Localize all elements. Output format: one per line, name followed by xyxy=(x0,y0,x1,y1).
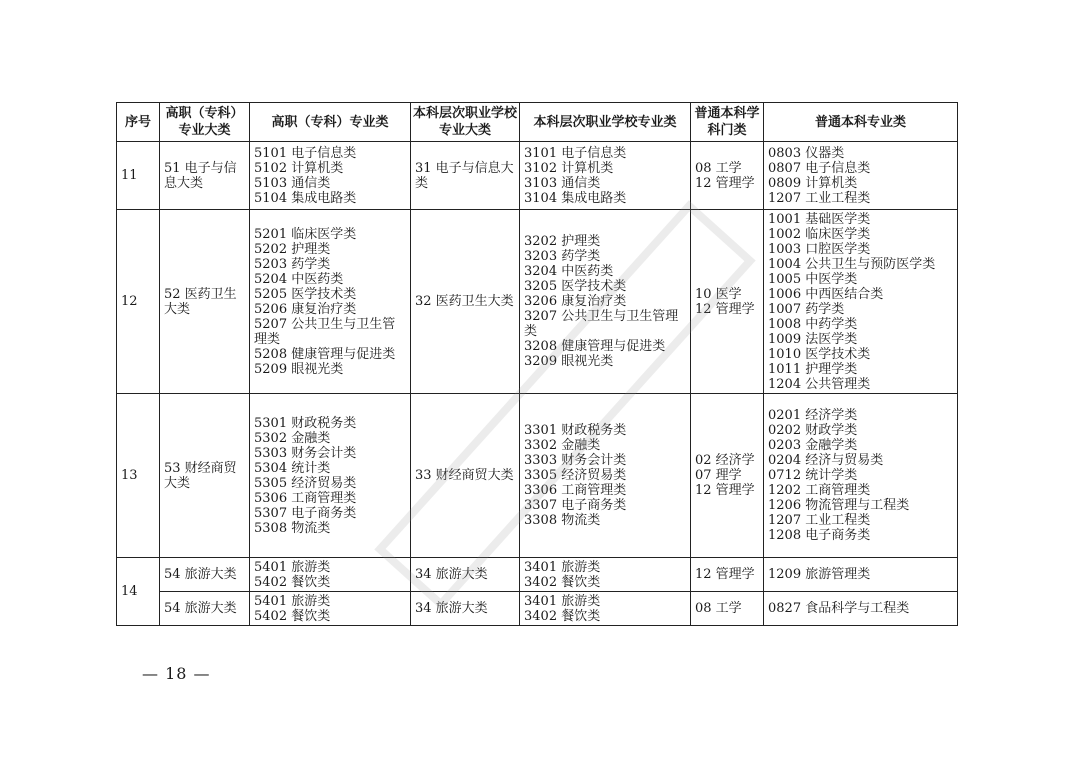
cell-line: 5103 通信类 xyxy=(254,175,331,191)
cell-line: 5308 物流类 xyxy=(254,520,331,536)
table-row xyxy=(117,210,958,394)
cell-line: 02 经济学 xyxy=(695,453,755,468)
cell-pt-classes xyxy=(764,210,958,394)
cell-gz-classes xyxy=(250,394,411,558)
cell-line: 1011 护理学类 xyxy=(768,361,858,377)
cell-line: 3401 旅游类 xyxy=(524,559,601,575)
cell-line: 1209 旅游管理类 xyxy=(768,567,871,582)
cell-gz-classes xyxy=(250,210,411,394)
cell-bk-major: 32 医药卫生大类 xyxy=(411,210,520,394)
cell-line: 3301 财政税务类 xyxy=(524,423,627,438)
major-catalog-table xyxy=(116,102,958,626)
cell-pt-discipline xyxy=(691,142,764,210)
cell-line: 07 理学 xyxy=(695,468,742,483)
cell-gz-major: 54 旅游大类 xyxy=(160,592,250,626)
cell-pt-discipline xyxy=(691,592,764,626)
cell-line: 5205 医学技术类 xyxy=(254,286,357,302)
cell-line: 3401 旅游类 xyxy=(524,593,601,609)
cell-line: 5301 财政税务类 xyxy=(254,415,357,431)
cell-pt-classes xyxy=(764,142,958,210)
cell-line: 1006 中西医结合类 xyxy=(768,286,884,302)
cell-line: 1005 中医学类 xyxy=(768,271,858,287)
cell-line: 3302 金融类 xyxy=(524,438,601,453)
cell-pt-classes xyxy=(764,394,958,558)
cell-line: 3306 工商管理类 xyxy=(524,483,627,498)
cell-line: 3202 护理类 xyxy=(524,234,601,249)
cell-pt-discipline xyxy=(691,210,764,394)
cell-pt-classes xyxy=(764,592,958,626)
cell-line: 5401 旅游类 xyxy=(254,593,331,609)
cell-line: 5307 电子商务类 xyxy=(254,505,357,521)
cell-gz-major: 51 电子与信息大类 xyxy=(160,142,250,210)
cell-line: 1206 物流管理与工程类 xyxy=(768,498,910,513)
cell-line: 0809 计算机类 xyxy=(768,175,858,191)
cell-bk-major: 33 财经商贸大类 xyxy=(411,394,520,558)
cell-line: 5302 金融类 xyxy=(254,430,331,446)
cell-pt-discipline xyxy=(691,558,764,592)
cell-line: 0201 经济学类 xyxy=(768,408,858,423)
cell-line: 3206 康复治疗类 xyxy=(524,294,627,309)
header-pt-class: 普通本科专业类 xyxy=(764,103,958,142)
cell-line: 5402 餐饮类 xyxy=(254,608,331,624)
cell-line: 3103 通信类 xyxy=(524,175,601,191)
cell-bk-classes xyxy=(520,558,691,592)
cell-line: 1207 工业工程类 xyxy=(768,513,871,528)
cell-line: 12 管理学 xyxy=(695,567,755,582)
cell-pt-discipline xyxy=(691,394,764,558)
cell-bk-major: 34 旅游大类 xyxy=(411,558,520,592)
header-gz-class: 高职（专科）专业类 xyxy=(250,103,411,142)
cell-line: 5204 中医药类 xyxy=(254,271,344,287)
cell-line: 5306 工商管理类 xyxy=(254,490,357,506)
cell-line: 1207 工业工程类 xyxy=(768,190,871,206)
cell-line: 5202 护理类 xyxy=(254,241,331,257)
table-row xyxy=(117,142,958,210)
cell-line: 3305 经济贸易类 xyxy=(524,468,627,483)
header-pt-discipline: 普通本科学科门类 xyxy=(691,103,764,142)
cell-gz-classes xyxy=(250,558,411,592)
cell-line: 0803 仪器类 xyxy=(768,145,845,161)
cell-line: 1208 电子商务类 xyxy=(768,528,871,543)
cell-line: 3104 集成电路类 xyxy=(524,190,627,206)
cell-seq: 11 xyxy=(117,142,160,210)
page-number: — 18 — xyxy=(142,664,211,683)
cell-gz-classes xyxy=(250,142,411,210)
cell-line: 1007 药学类 xyxy=(768,301,845,317)
cell-line: 3209 眼视光类 xyxy=(524,354,614,369)
cell-gz-major: 52 医药卫生大类 xyxy=(160,210,250,394)
cell-line: 5102 计算机类 xyxy=(254,160,344,176)
cell-line: 08 工学 xyxy=(695,160,742,176)
cell-line: 3307 电子商务类 xyxy=(524,498,627,513)
table-row xyxy=(117,394,958,558)
cell-line: 1008 中药学类 xyxy=(768,316,858,332)
table-header-row xyxy=(117,103,958,142)
cell-line: 3308 物流类 xyxy=(524,513,601,528)
cell-line: 5303 财务会计类 xyxy=(254,445,357,461)
cell-line: 3205 医学技术类 xyxy=(524,279,627,294)
cell-seq: 13 xyxy=(117,394,160,558)
cell-line: 3402 餐饮类 xyxy=(524,608,601,624)
cell-line: 0203 金融学类 xyxy=(768,438,858,453)
header-bk-major: 本科层次职业学校专业大类 xyxy=(411,103,520,142)
cell-line: 3203 药学类 xyxy=(524,249,601,264)
cell-line: 3303 财务会计类 xyxy=(524,453,627,468)
cell-line: 1003 口腔医学类 xyxy=(768,241,871,257)
cell-line: 12 管理学 xyxy=(695,483,755,498)
cell-seq: 14 xyxy=(117,558,160,626)
table-row xyxy=(117,558,958,592)
cell-line: 3207 公共卫生与卫生管理类 xyxy=(524,309,679,339)
cell-line: 0204 经济与贸易类 xyxy=(768,453,884,468)
cell-line: 0712 统计学类 xyxy=(768,468,858,483)
cell-line: 1001 基础医学类 xyxy=(768,211,871,227)
cell-line: 5208 健康管理与促进类 xyxy=(254,346,396,362)
cell-bk-classes xyxy=(520,210,691,394)
cell-line: 1202 工商管理类 xyxy=(768,483,871,498)
cell-gz-major: 54 旅游大类 xyxy=(160,558,250,592)
cell-line: 3101 电子信息类 xyxy=(524,145,627,161)
cell-line: 5206 康复治疗类 xyxy=(254,301,357,317)
cell-line: 5402 餐饮类 xyxy=(254,574,331,590)
cell-line: 5209 眼视光类 xyxy=(254,361,344,377)
cell-line: 0202 财政学类 xyxy=(768,423,858,438)
cell-line: 12 管理学 xyxy=(695,301,755,317)
header-seq: 序号 xyxy=(117,103,160,142)
cell-line: 5104 集成电路类 xyxy=(254,190,357,206)
cell-line: 0827 食品科学与工程类 xyxy=(768,601,910,616)
cell-seq: 12 xyxy=(117,210,160,394)
cell-line: 1004 公共卫生与预防医学类 xyxy=(768,256,936,272)
cell-line: 5304 统计类 xyxy=(254,460,331,476)
cell-bk-classes xyxy=(520,592,691,626)
cell-gz-classes xyxy=(250,592,411,626)
cell-line: 5201 临床医学类 xyxy=(254,226,357,242)
cell-line: 0807 电子信息类 xyxy=(768,160,871,176)
cell-bk-classes xyxy=(520,142,691,210)
cell-line: 3208 健康管理与促进类 xyxy=(524,339,666,354)
cell-bk-major: 31 电子与信息大类 xyxy=(411,142,520,210)
cell-gz-major: 53 财经商贸大类 xyxy=(160,394,250,558)
cell-line: 10 医学 xyxy=(695,286,742,302)
cell-line: 3204 中医药类 xyxy=(524,264,614,279)
cell-pt-classes xyxy=(764,558,958,592)
cell-bk-major: 34 旅游大类 xyxy=(411,592,520,626)
cell-line: 5203 药学类 xyxy=(254,256,331,272)
header-gz-major: 高职（专科）专业大类 xyxy=(160,103,250,142)
cell-line: 5207 公共卫生与卫生管理类 xyxy=(254,316,396,347)
header-bk-class: 本科层次职业学校专业类 xyxy=(520,103,691,142)
cell-line: 1010 医学技术类 xyxy=(768,346,871,362)
cell-line: 3102 计算机类 xyxy=(524,160,614,176)
cell-line: 1002 临床医学类 xyxy=(768,226,871,242)
table-row xyxy=(117,592,958,626)
cell-line: 5401 旅游类 xyxy=(254,559,331,575)
cell-bk-classes xyxy=(520,394,691,558)
cell-line: 3402 餐饮类 xyxy=(524,574,601,590)
cell-line: 5101 电子信息类 xyxy=(254,145,357,161)
cell-line: 1204 公共管理类 xyxy=(768,376,871,392)
cell-line: 08 工学 xyxy=(695,601,742,616)
cell-line: 1009 法医学类 xyxy=(768,331,858,347)
cell-line: 5305 经济贸易类 xyxy=(254,475,357,491)
cell-line: 12 管理学 xyxy=(695,175,755,191)
